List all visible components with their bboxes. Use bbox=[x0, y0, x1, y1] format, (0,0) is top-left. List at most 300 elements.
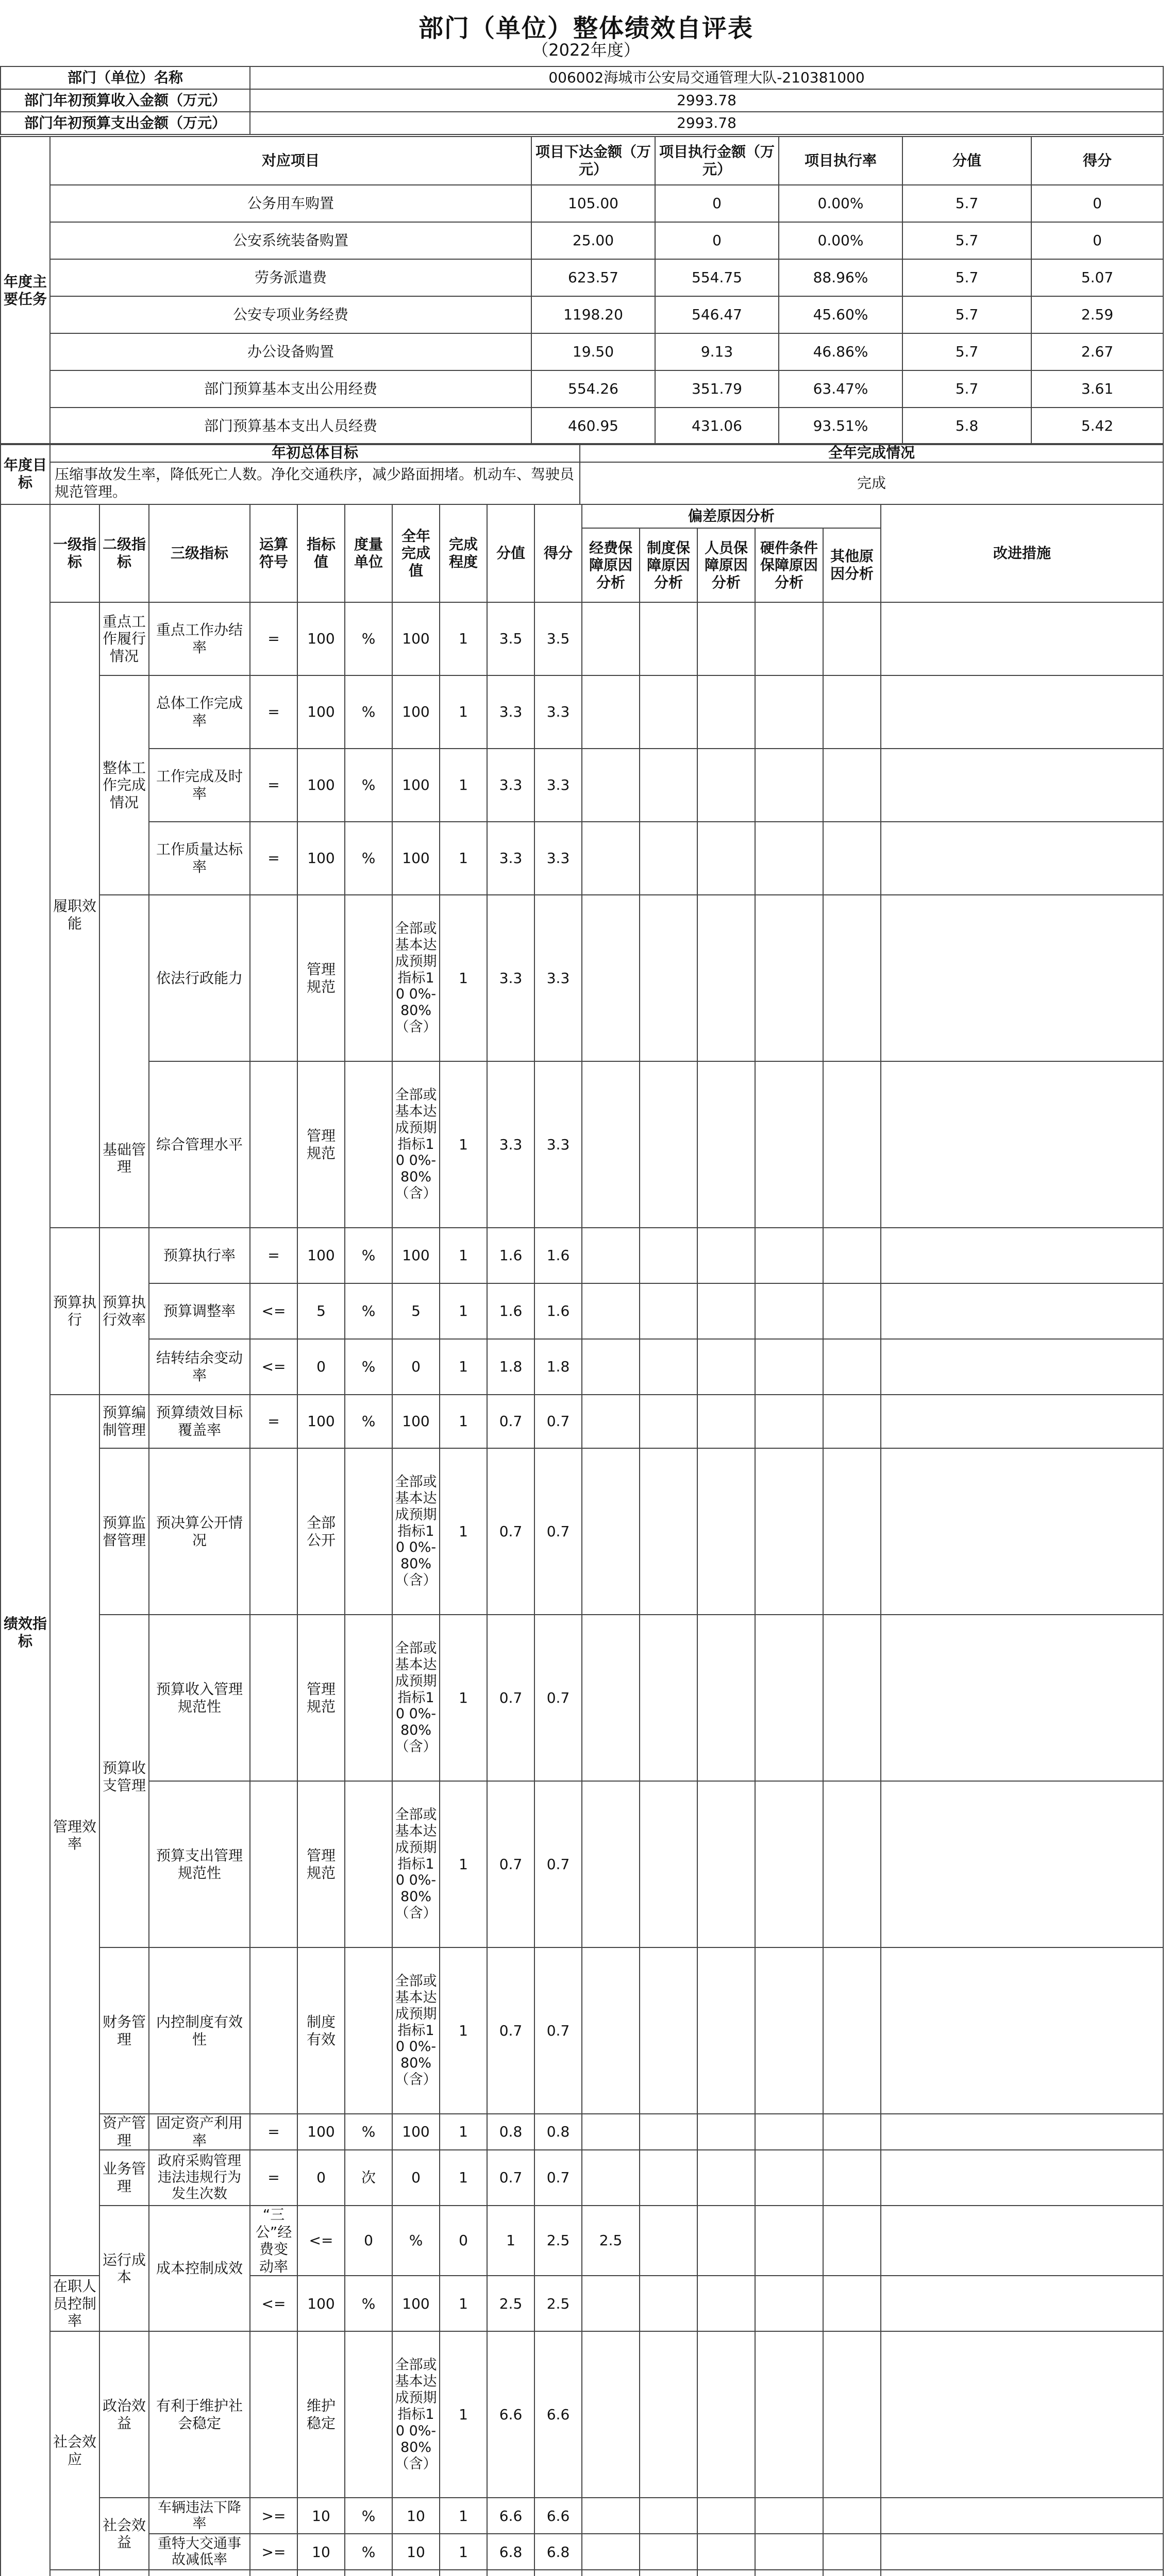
indicator-got bbox=[534, 2570, 582, 2576]
indicator-degree: 1 bbox=[440, 2150, 487, 2206]
indicator-name: 重特大交通事故减低率 bbox=[149, 2534, 250, 2570]
dev-other-cell bbox=[823, 2570, 881, 2576]
indicator-op bbox=[250, 1781, 297, 1947]
improve-cell bbox=[881, 1228, 1163, 1283]
task-executed: 9.13 bbox=[655, 333, 779, 370]
indicator-target: 100 bbox=[297, 822, 345, 895]
dev-staff-cell bbox=[697, 2534, 755, 2570]
task-score: 5.7 bbox=[902, 370, 1031, 408]
indicator-op: = bbox=[250, 749, 297, 822]
indicator-degree: 1 bbox=[440, 1947, 487, 2114]
indicator-row bbox=[1, 1339, 1163, 1395]
subgroup-label: 社会效益 bbox=[99, 2498, 149, 2570]
indicator-target: 10 bbox=[297, 2498, 345, 2534]
indicator-unit: % bbox=[345, 2498, 392, 2534]
indicator-score: 1.6 bbox=[487, 1228, 534, 1283]
task-allocated: 25.00 bbox=[531, 222, 655, 259]
perf-col-degree: 完成程度 bbox=[440, 504, 487, 602]
indicator-op: = bbox=[250, 602, 297, 675]
performance-table bbox=[0, 504, 1164, 2576]
task-executed: 0 bbox=[655, 185, 779, 222]
dev-staff-cell bbox=[697, 2331, 755, 2498]
indicator-row bbox=[1, 822, 1163, 895]
indicator-degree: 1 bbox=[440, 2498, 487, 2534]
indicator-actual: 100 bbox=[392, 675, 440, 749]
group-label: 社会效应 bbox=[50, 2331, 99, 2570]
indicator-unit: % bbox=[345, 2534, 392, 2570]
indicator-target: 100 bbox=[297, 2114, 345, 2150]
dev-staff-cell bbox=[697, 1283, 755, 1339]
indicator-row bbox=[1, 1395, 1163, 1448]
dev-funding-cell bbox=[582, 1448, 640, 1615]
task-rate: 0.00% bbox=[779, 222, 902, 259]
dev-hardware-cell bbox=[755, 602, 823, 675]
improve-cell bbox=[881, 1615, 1163, 1781]
dev-other-cell bbox=[823, 749, 881, 822]
dev-hardware-cell bbox=[755, 2570, 823, 2576]
indicator-target: 管理规范 bbox=[297, 1061, 345, 1228]
indicator-score: 0.8 bbox=[487, 2114, 534, 2150]
indicator-unit: % bbox=[392, 2206, 440, 2276]
tasks-col-rate: 项目执行率 bbox=[779, 137, 902, 185]
task-row bbox=[1, 408, 1163, 445]
dev-funding-cell bbox=[582, 2570, 640, 2576]
indicator-degree: 1 bbox=[440, 822, 487, 895]
task-score: 5.8 bbox=[902, 408, 1031, 445]
tasks-section-label: 年度主要任务 bbox=[1, 137, 50, 445]
indicator-actual: 全部或基本达成预期指标10 0%-80%（含） bbox=[392, 1947, 440, 2114]
indicator-score: 0.7 bbox=[487, 2150, 534, 2206]
indicator-target: 0 bbox=[345, 2206, 392, 2276]
dev-other-cell bbox=[823, 895, 881, 1061]
indicator-actual: 全部或基本达成预期指标10 0%-80%（含） bbox=[392, 1448, 440, 1615]
indicator-got: 2.5 bbox=[534, 2276, 582, 2331]
indicator-name: 工作完成及时率 bbox=[149, 749, 250, 822]
perf-col-l3: 三级指标 bbox=[149, 504, 250, 602]
indicator-row bbox=[1, 1283, 1163, 1339]
dev-staff-cell bbox=[697, 1228, 755, 1283]
indicator-target: 5 bbox=[297, 1283, 345, 1339]
indicator-unit bbox=[345, 1448, 392, 1615]
group-label: 预算执行 bbox=[50, 1228, 99, 1395]
perf-col-dev-funding: 经费保障原因分析 bbox=[582, 528, 640, 602]
tasks-col-got: 得分 bbox=[1031, 137, 1163, 185]
dev-hardware-cell bbox=[755, 2276, 823, 2331]
task-got: 0 bbox=[1031, 222, 1163, 259]
indicator-target: 100 bbox=[297, 1395, 345, 1448]
dev-other-cell bbox=[823, 1947, 881, 2114]
perf-col-op: 运算符号 bbox=[250, 504, 297, 602]
dev-other-cell bbox=[823, 2114, 881, 2150]
task-row bbox=[1, 333, 1163, 370]
indicator-row bbox=[1, 2150, 1163, 2206]
indicator-name: 政府采购管理违法违规行为发生次数 bbox=[149, 2150, 250, 2206]
indicator-got: 0.8 bbox=[534, 2114, 582, 2150]
indicator-row bbox=[1, 1228, 1163, 1283]
indicator-name: 内控制度有效性 bbox=[149, 1947, 250, 2114]
dev-staff-cell bbox=[697, 1781, 755, 1947]
indicator-target: 0 bbox=[297, 2150, 345, 2206]
dev-system-cell bbox=[640, 1615, 697, 1781]
indicator-op bbox=[250, 1947, 297, 2114]
dev-funding-cell bbox=[582, 1228, 640, 1283]
indicator-score: 6.8 bbox=[487, 2534, 534, 2570]
improve-cell bbox=[881, 675, 1163, 749]
indicator-degree: 1 bbox=[440, 2331, 487, 2498]
indicator-degree: 1 bbox=[440, 2114, 487, 2150]
dev-other-cell bbox=[823, 2534, 881, 2570]
dev-funding-cell bbox=[582, 2114, 640, 2150]
dev-hardware-cell bbox=[823, 2206, 881, 2276]
indicator-unit bbox=[345, 1947, 392, 2114]
dev-system-cell bbox=[640, 2150, 697, 2206]
indicator-got: 6.6 bbox=[534, 2498, 582, 2534]
perf-section-label: 绩效指标 bbox=[1, 504, 50, 2576]
improve-cell bbox=[881, 2114, 1163, 2150]
task-project: 公安专项业务经费 bbox=[50, 296, 531, 333]
improve-cell bbox=[881, 749, 1163, 822]
indicator-name: 总体工作完成率 bbox=[149, 675, 250, 749]
indicator-actual: 全部或基本达成预期指标10 0%-80%（含） bbox=[392, 1061, 440, 1228]
indicator-degree: 1 bbox=[440, 895, 487, 1061]
indicator-row bbox=[1, 2570, 1163, 2576]
dev-staff-cell bbox=[697, 749, 755, 822]
indicator-row bbox=[1, 1947, 1163, 2114]
dev-other-cell bbox=[823, 1228, 881, 1283]
indicator-got: 6.6 bbox=[534, 2331, 582, 2498]
indicator-actual: 0 bbox=[392, 1339, 440, 1395]
indicator-target: 管理规范 bbox=[297, 1781, 345, 1947]
dev-hardware-cell bbox=[755, 1448, 823, 1615]
task-project: 办公设备购置 bbox=[50, 333, 531, 370]
indicator-target: 管理规范 bbox=[297, 895, 345, 1061]
page-subtitle: （2022年度） bbox=[532, 40, 640, 60]
indicator-score: 3.3 bbox=[487, 749, 534, 822]
task-allocated: 105.00 bbox=[531, 185, 655, 222]
indicator-actual: 100 bbox=[392, 749, 440, 822]
improve-cell bbox=[881, 2498, 1163, 2534]
indicator-target: 全部公开 bbox=[297, 1448, 345, 1615]
dev-staff-cell bbox=[697, 2276, 755, 2331]
indicator-degree: 1 bbox=[440, 1228, 487, 1283]
indicator-degree: 1 bbox=[440, 1395, 487, 1448]
indicator-degree bbox=[440, 2570, 487, 2576]
dev-staff-cell bbox=[697, 2150, 755, 2206]
dev-system-cell bbox=[640, 2534, 697, 2570]
indicator-target: 100 bbox=[297, 1228, 345, 1283]
indicator-got: 3.3 bbox=[534, 675, 582, 749]
indicator-row bbox=[1, 749, 1163, 822]
subgroup-label: 预算编制管理 bbox=[99, 1395, 149, 1448]
indicator-actual: 全部或基本达成预期指标10 0%-80%（含） bbox=[392, 1781, 440, 1947]
indicator-got: 1.6 bbox=[534, 1228, 582, 1283]
dev-other-cell bbox=[881, 2206, 1163, 2276]
task-got: 5.07 bbox=[1031, 259, 1163, 296]
dev-system-cell bbox=[640, 675, 697, 749]
dev-other-cell bbox=[823, 1781, 881, 1947]
task-row bbox=[1, 222, 1163, 259]
subgroup-label: 业务管理 bbox=[99, 2150, 149, 2206]
task-executed: 554.75 bbox=[655, 259, 779, 296]
indicator-degree: 1 bbox=[440, 1615, 487, 1781]
improve-cell bbox=[881, 1395, 1163, 1448]
indicator-name: 预算支出管理规范性 bbox=[149, 1781, 250, 1947]
indicator-row bbox=[1, 602, 1163, 675]
indicator-got: 3.3 bbox=[534, 822, 582, 895]
income-label: 部门年初预算收入金额（万元） bbox=[1, 89, 250, 112]
dev-funding-cell bbox=[582, 1781, 640, 1947]
indicator-actual: 全部或基本达成预期指标10 0%-80%（含） bbox=[392, 895, 440, 1061]
dept-value: 006002海城市公安局交通管理大队-210381000 bbox=[250, 66, 1163, 89]
indicator-name: 工作质量达标率 bbox=[149, 822, 250, 895]
indicator-name: 固定资产利用率 bbox=[149, 2114, 250, 2150]
dev-other-cell bbox=[823, 1395, 881, 1448]
dev-system-cell bbox=[640, 1395, 697, 1448]
dev-hardware-cell bbox=[755, 2331, 823, 2498]
dev-hardware-cell bbox=[755, 2534, 823, 2570]
indicator-got: 0.7 bbox=[534, 1395, 582, 1448]
indicator-target: 100 bbox=[297, 749, 345, 822]
dev-hardware-cell bbox=[755, 1283, 823, 1339]
indicator-op: <= bbox=[250, 1339, 297, 1395]
indicator-score bbox=[487, 2570, 534, 2576]
task-executed: 0 bbox=[655, 222, 779, 259]
dev-staff-cell bbox=[697, 822, 755, 895]
indicator-score: 0.7 bbox=[487, 1448, 534, 1615]
indicator-unit: % bbox=[345, 2276, 392, 2331]
indicator-unit bbox=[345, 2570, 392, 2576]
indicator-score: 3.3 bbox=[487, 675, 534, 749]
indicator-got: 0.7 bbox=[534, 1947, 582, 2114]
task-project: 劳务派遣费 bbox=[50, 259, 531, 296]
dev-system-cell bbox=[640, 1228, 697, 1283]
dev-staff-cell bbox=[697, 675, 755, 749]
subgroup-label bbox=[99, 2570, 149, 2576]
dev-other-cell bbox=[823, 1339, 881, 1395]
group-label: 管理效率 bbox=[50, 1395, 99, 2276]
indicator-score: 3.3 bbox=[487, 895, 534, 1061]
dev-funding-cell bbox=[582, 675, 640, 749]
task-allocated: 554.26 bbox=[531, 370, 655, 408]
task-row bbox=[1, 296, 1163, 333]
income-value: 2993.78 bbox=[250, 89, 1163, 112]
improve-cell bbox=[881, 1947, 1163, 2114]
improve-cell bbox=[881, 602, 1163, 675]
dev-funding-cell bbox=[582, 2498, 640, 2534]
dev-hardware-cell bbox=[755, 2114, 823, 2150]
indicator-degree: 1 bbox=[440, 2276, 487, 2331]
improve-cell bbox=[881, 1283, 1163, 1339]
dev-other-cell bbox=[823, 2276, 881, 2331]
indicator-unit bbox=[345, 2331, 392, 2498]
dev-hardware-cell bbox=[755, 2150, 823, 2206]
dev-staff-cell bbox=[697, 2114, 755, 2150]
dev-hardware-cell bbox=[755, 822, 823, 895]
indicator-target: 10 bbox=[297, 2534, 345, 2570]
indicator-op: = bbox=[250, 822, 297, 895]
indicator-got: 0.7 bbox=[534, 1781, 582, 1947]
indicator-op bbox=[250, 1061, 297, 1228]
dev-staff-cell bbox=[697, 1448, 755, 1615]
improve-cell bbox=[881, 895, 1163, 1061]
indicator-row bbox=[1, 1615, 1163, 1781]
indicator-row bbox=[1, 895, 1163, 1061]
indicator-row bbox=[1, 2206, 1163, 2276]
task-rate: 93.51% bbox=[779, 408, 902, 445]
indicator-op: = bbox=[250, 1395, 297, 1448]
dev-hardware-cell bbox=[755, 1781, 823, 1947]
dev-staff-cell bbox=[697, 602, 755, 675]
dev-staff-cell bbox=[697, 2498, 755, 2534]
perf-col-dev-system: 制度保障原因分析 bbox=[640, 528, 697, 602]
indicator-row bbox=[1, 1448, 1163, 1615]
indicator-got: 0.7 bbox=[534, 2150, 582, 2206]
indicator-actual: 5 bbox=[392, 1283, 440, 1339]
indicator-score: 3.3 bbox=[487, 1061, 534, 1228]
indicator-op: <= bbox=[297, 2206, 345, 2276]
indicator-name: 车辆违法下降率 bbox=[149, 2498, 250, 2534]
improve-cell bbox=[881, 822, 1163, 895]
indicator-op: >= bbox=[250, 2534, 297, 2570]
indicator-actual: 0 bbox=[392, 2150, 440, 2206]
indicator-degree: 1 bbox=[440, 602, 487, 675]
indicator-got: 0.7 bbox=[534, 1615, 582, 1781]
task-project: 部门预算基本支出公用经费 bbox=[50, 370, 531, 408]
indicator-degree: 1 bbox=[440, 2534, 487, 2570]
indicator-score: 0.7 bbox=[487, 1615, 534, 1781]
task-score: 5.7 bbox=[902, 259, 1031, 296]
improve-cell bbox=[881, 1339, 1163, 1395]
improve-cell bbox=[881, 2534, 1163, 2570]
goal-table bbox=[0, 443, 1164, 505]
indicator-name: 预算调整率 bbox=[149, 1283, 250, 1339]
goal-initial-text: 压缩事故发生率，降低死亡人数。净化交通秩序，减少路面拥堵。机动车、驾驶员规范管理。 bbox=[50, 462, 580, 504]
dev-funding-cell bbox=[582, 1947, 640, 2114]
indicator-row bbox=[1, 1061, 1163, 1228]
goal-complete-label: 全年完成情况 bbox=[580, 444, 1163, 462]
indicator-degree: 1 bbox=[440, 1781, 487, 1947]
perf-col-score: 分值 bbox=[487, 504, 534, 602]
task-score: 5.7 bbox=[902, 296, 1031, 333]
dev-funding-cell bbox=[582, 1061, 640, 1228]
indicator-score: 1.6 bbox=[487, 1283, 534, 1339]
perf-col-l1: 一级指标 bbox=[50, 504, 99, 602]
indicator-unit: % bbox=[345, 1228, 392, 1283]
indicator-score: 0.7 bbox=[487, 1781, 534, 1947]
tasks-col-score: 分值 bbox=[902, 137, 1031, 185]
improve-cell bbox=[881, 1061, 1163, 1228]
subgroup-label: 预算执行效率 bbox=[99, 1228, 149, 1395]
dev-other-cell bbox=[823, 1615, 881, 1781]
indicator-unit: % bbox=[345, 2114, 392, 2150]
indicator-target: 0 bbox=[297, 1339, 345, 1395]
dev-hardware-cell bbox=[755, 1395, 823, 1448]
indicator-name: 预算收入管理规范性 bbox=[149, 1615, 250, 1781]
indicator-op: = bbox=[250, 2150, 297, 2206]
indicator-name: “三公”经费变动率 bbox=[250, 2206, 297, 2276]
task-executed: 351.79 bbox=[655, 370, 779, 408]
improve-cell bbox=[881, 2331, 1163, 2498]
dev-staff-cell bbox=[755, 2206, 823, 2276]
dev-system-cell bbox=[640, 1283, 697, 1339]
dev-other-cell bbox=[823, 602, 881, 675]
dev-funding-cell bbox=[582, 895, 640, 1061]
dev-system-cell bbox=[640, 1061, 697, 1228]
indicator-name bbox=[149, 2570, 250, 2576]
indicator-row bbox=[1, 2498, 1163, 2534]
indicator-actual: 100 bbox=[392, 602, 440, 675]
dev-funding-cell bbox=[582, 749, 640, 822]
task-allocated: 623.57 bbox=[531, 259, 655, 296]
goal-section-label: 年度目标 bbox=[1, 444, 50, 504]
dev-other-cell bbox=[823, 2150, 881, 2206]
dev-hardware-cell bbox=[755, 1339, 823, 1395]
indicator-actual: 100 bbox=[392, 1228, 440, 1283]
dev-funding-cell bbox=[582, 1339, 640, 1395]
perf-col-got: 得分 bbox=[534, 504, 582, 602]
indicator-target: 100 bbox=[297, 602, 345, 675]
task-got: 3.61 bbox=[1031, 370, 1163, 408]
page-title: 部门（单位）整体绩效自评表 bbox=[418, 14, 754, 43]
dev-staff-cell bbox=[697, 1061, 755, 1228]
indicator-name: 结转结余变动率 bbox=[149, 1339, 250, 1395]
task-row bbox=[1, 259, 1163, 296]
task-got: 5.42 bbox=[1031, 408, 1163, 445]
improve-cell bbox=[881, 2276, 1163, 2331]
improve-cell bbox=[881, 1781, 1163, 1947]
group-label: 履职效能 bbox=[50, 602, 99, 1228]
dev-other-cell bbox=[823, 1448, 881, 1615]
indicator-op: = bbox=[250, 675, 297, 749]
dev-funding-cell bbox=[582, 2331, 640, 2498]
indicator-score: 6.6 bbox=[487, 2331, 534, 2498]
indicator-unit: % bbox=[345, 1395, 392, 1448]
indicator-op bbox=[250, 1448, 297, 1615]
dev-other-cell bbox=[823, 822, 881, 895]
dev-system-cell bbox=[640, 1448, 697, 1615]
task-allocated: 1198.20 bbox=[531, 296, 655, 333]
dev-other-cell bbox=[823, 2331, 881, 2498]
indicator-score: 6.6 bbox=[487, 2498, 534, 2534]
dev-system-cell bbox=[640, 2570, 697, 2576]
expense-label: 部门年初预算支出金额（万元） bbox=[1, 112, 250, 134]
indicator-unit: % bbox=[345, 1283, 392, 1339]
perf-col-dev-staff: 人员保障原因分析 bbox=[697, 528, 755, 602]
indicator-actual: 10 bbox=[392, 2534, 440, 2570]
indicator-name: 在职人员控制率 bbox=[50, 2276, 99, 2331]
improve-cell bbox=[881, 2150, 1163, 2206]
dev-funding-cell bbox=[582, 822, 640, 895]
dev-hardware-cell bbox=[755, 1615, 823, 1781]
indicator-name: 依法行政能力 bbox=[149, 895, 250, 1061]
indicator-got: 1.8 bbox=[534, 1339, 582, 1395]
improve-cell bbox=[881, 1448, 1163, 1615]
dev-staff-cell bbox=[697, 1947, 755, 2114]
task-score: 5.7 bbox=[902, 333, 1031, 370]
goal-initial-label: 年初总体目标 bbox=[50, 444, 580, 462]
indicator-target bbox=[297, 2570, 345, 2576]
indicator-unit bbox=[345, 1781, 392, 1947]
dev-other-cell bbox=[823, 2498, 881, 2534]
task-allocated: 19.50 bbox=[531, 333, 655, 370]
dev-hardware-cell bbox=[755, 2498, 823, 2534]
indicator-target: 维护稳定 bbox=[297, 2331, 345, 2498]
dev-system-cell bbox=[640, 602, 697, 675]
indicator-score: 2.5 bbox=[487, 2276, 534, 2331]
indicator-degree: 1 bbox=[440, 749, 487, 822]
dev-hardware-cell bbox=[755, 1947, 823, 2114]
perf-col-unit: 度量单位 bbox=[345, 504, 392, 602]
